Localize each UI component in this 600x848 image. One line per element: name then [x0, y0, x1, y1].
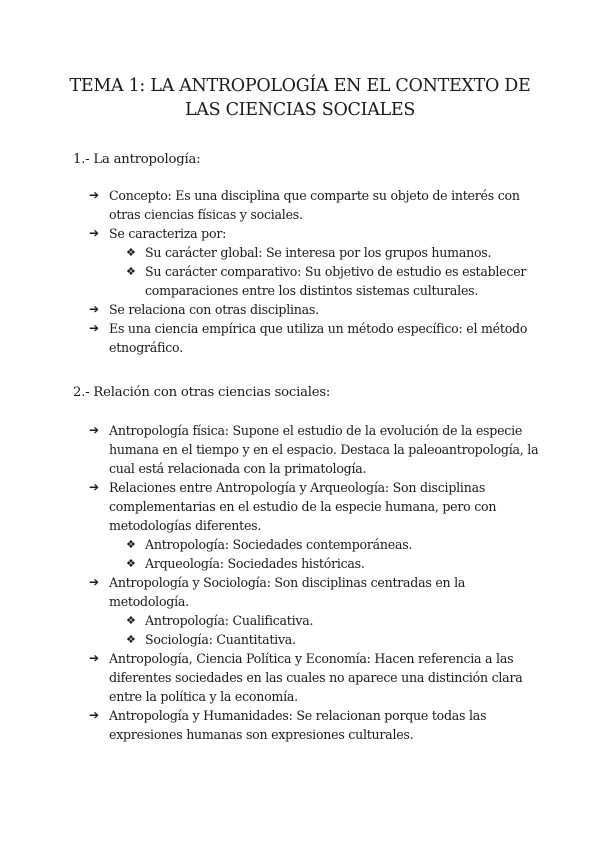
- section-1-list: [0, 186, 600, 357]
- diamond-bullet-icon: ❖: [126, 557, 136, 570]
- arrow-bullet-icon: ➔: [89, 651, 99, 665]
- section-1-heading: 1.- La antropología:: [73, 152, 201, 167]
- arrow-bullet-icon: ➔: [89, 480, 99, 494]
- arrow-bullet-icon: ➔: [89, 708, 99, 722]
- list-item: ➔ Concepto: Es una disciplina que comparte su objeto de interés con otras ciencias físicas y sociales.: [89, 188, 520, 222]
- list-item: ➔ Se caracteriza por:: [89, 226, 227, 241]
- list-item: ❖ Antropología: Cualificativa.: [126, 613, 314, 628]
- list-item: ❖ Su carácter comparativo: Su objetivo de estudio es establecer comparaciones entre los distintos sistemas culturales.: [126, 264, 527, 298]
- list-item: ➔ Relaciones entre Antropología y Arqueología: Son disciplinas complementarias en el estudio de la especie humana, pero con metodologías diferentes.: [89, 480, 497, 533]
- list-item: ➔ Antropología y Sociología: Son disciplinas centradas en la metodología.: [89, 575, 466, 609]
- diamond-bullet-icon: ❖: [126, 265, 136, 278]
- diamond-bullet-icon: ❖: [126, 246, 136, 259]
- list-item: ➔ Se relaciona con otras disciplinas.: [89, 302, 319, 317]
- list-item: ➔ Antropología, Ciencia Política y Economía: Hacen referencia a las diferentes sociedades en las cuales no aparece una distinción clara entre la política y la economía.: [89, 651, 523, 704]
- section-2-heading: 2.- Relación con otras ciencias sociales:: [73, 385, 331, 400]
- list-item: ❖ Sociología: Cuantitativa.: [126, 632, 296, 647]
- list-item: ❖ Antropología: Sociedades contemporáneas.: [126, 537, 413, 552]
- arrow-bullet-icon: ➔: [89, 302, 99, 316]
- list-item: ➔ Es una ciencia empírica que utiliza un método específico: el método etnográfico.: [89, 321, 528, 355]
- diamond-bullet-icon: ❖: [126, 633, 136, 646]
- list-item: ➔ Antropología y Humanidades: Se relacionan porque todas las expresiones humanas son expresiones culturales.: [89, 708, 487, 742]
- diamond-bullet-icon: ❖: [126, 538, 136, 551]
- arrow-bullet-icon: ➔: [89, 575, 99, 589]
- title-line-1: TEMA 1: LA ANTROPOLOGÍA EN EL CONTEXTO DE: [69, 76, 531, 96]
- page-title: [40, 74, 560, 122]
- diamond-bullet-icon: ❖: [126, 614, 136, 627]
- list-item: ➔ Antropología física: Supone el estudio de la evolución de la especie humana en el tiempo y en el espacio. Destaca la paleoantropología, la cual está relacionada con la primatología.: [89, 423, 539, 476]
- list-item: ❖ Su carácter global: Se interesa por los grupos humanos.: [126, 245, 492, 260]
- arrow-bullet-icon: ➔: [89, 188, 99, 202]
- arrow-bullet-icon: ➔: [89, 423, 99, 437]
- arrow-bullet-icon: ➔: [89, 321, 99, 335]
- title-line-2: LAS CIENCIAS SOCIALES: [184, 100, 416, 120]
- arrow-bullet-icon: ➔: [89, 226, 99, 240]
- list-item: ❖ Arqueología: Sociedades históricas.: [126, 556, 365, 571]
- section-2-list: [0, 421, 600, 744]
